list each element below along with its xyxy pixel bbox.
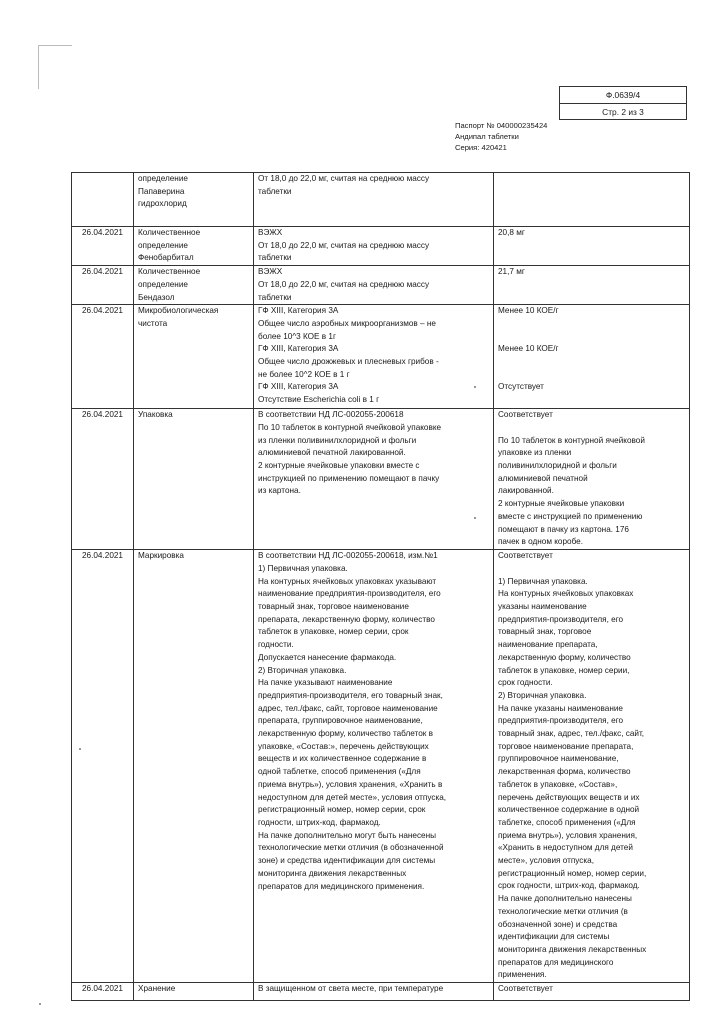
date-cell: 26.04.2021 (72, 983, 134, 1001)
result-line: таблетке, способ применения («Для (498, 817, 636, 827)
result-line: 1) Первичная упаковка. (498, 576, 588, 586)
requirement-line: В защищенном от света месте, при температуре (258, 984, 444, 994)
passport-header (455, 120, 547, 153)
requirement-line: предприятия-производителя, его товарный знак, (258, 690, 443, 700)
result-cell (494, 409, 690, 550)
result-line: применения. (498, 970, 547, 980)
requirement-line: препарата, группировочное наименование, (258, 716, 423, 726)
result-line: пачек в одном коробе. (498, 537, 583, 547)
result-line: месте», условия отпуска, (498, 856, 594, 866)
result-line: таблеток в упаковке, номер серии, (498, 665, 630, 675)
scan-speck (39, 1003, 41, 1005)
test-name-cell: Количественное определение Бендазол (134, 266, 254, 305)
result-line: срок годности. (498, 678, 553, 688)
form-code-box (559, 86, 687, 120)
test-name-cell: Количественное определение Фенобарбитал (134, 227, 254, 266)
requirement-line: недоступном для детей месте», условия отпуска, (258, 792, 447, 802)
requirement-line: технологические метки отличия (в обозначенной (258, 843, 444, 853)
result-line: 2 контурные ячейковые упаковки (498, 499, 625, 509)
requirement-line: товарный знак, торговое наименование (258, 602, 409, 612)
result-line: поливинилхлоридной и фольги (498, 461, 617, 471)
result-line: По 10 таблеток в контурной ячейковой (498, 435, 645, 445)
table-row (72, 227, 690, 266)
result-line: Соответствует (498, 984, 553, 994)
scan-corner-mark (38, 45, 39, 89)
result-line: предприятия-производителя, его (498, 614, 624, 624)
result-line: предприятия-производителя, его (498, 716, 624, 726)
passport-number: Паспорт № 040000235424 (455, 121, 548, 130)
requirement-line: 1) Первичная упаковка. (258, 563, 348, 573)
test-name-cell: Упаковка (134, 409, 254, 550)
blank-line (498, 563, 685, 576)
blank-line (498, 356, 685, 369)
date-cell: 26.04.2021 (72, 550, 134, 983)
result-cell (494, 227, 690, 266)
result-line: Соответствует (498, 410, 553, 420)
result-line: На пачке указаны наименование (498, 703, 623, 713)
requirement-line: По 10 таблеток в контурной ячейковой упаковке (258, 422, 442, 432)
requirement-line: более 10^3 КОЕ в 1г (258, 331, 336, 341)
result-cell (494, 305, 690, 409)
requirement-line: На пачке дополнительно могут быть нанесены (258, 830, 437, 840)
table-row (72, 173, 690, 227)
scan-speck (474, 386, 476, 388)
requirement-line: регистрационный номер, номер серии, срок (258, 805, 426, 815)
result-line: На пачке дополнительно нанесены (498, 894, 632, 904)
requirement-line: мониторинга движения лекарственных (258, 868, 407, 878)
requirement-line: зоне) и средства идентификации для системы (258, 856, 436, 866)
requirement-line: таблеток в упаковке, номер серии, срок (258, 627, 409, 637)
result-line: 21,7 мг (498, 267, 525, 277)
date-cell (72, 173, 134, 227)
requirement-cell (254, 266, 494, 305)
result-line: перечень действующих веществ и их (498, 792, 640, 802)
result-line: идентификации для системы (498, 932, 610, 942)
requirement-line: из пленки поливинилхлоридной и фольги (258, 435, 417, 445)
requirement-line: Допускается нанесение фармакода. (258, 652, 397, 662)
blank-line (498, 318, 685, 331)
result-line: вместе с инструкцией по применению (498, 511, 643, 521)
product-name: Андипал таблетки (455, 132, 519, 141)
scan-speck (474, 517, 476, 519)
result-line: лекарственная форма, количество (498, 767, 631, 777)
requirement-line: адрес, тел./факс, сайт, торговое наименование (258, 703, 438, 713)
requirement-line: Отсутствие Escherichia coli в 1 г (258, 395, 380, 405)
result-line: алюминиевой печатной (498, 473, 588, 483)
result-line: товарный знак, адрес, тел./факс, сайт, (498, 729, 645, 739)
requirement-line: ГФ XIII, Категория 3А (258, 306, 339, 316)
requirement-line: таблетки (258, 253, 292, 263)
result-line: «Хранить в недоступном для детей (498, 843, 633, 853)
requirement-cell (254, 305, 494, 409)
result-line: обозначенной зоне) и средства (498, 919, 618, 929)
table-row (72, 305, 690, 409)
test-name-cell: Микробиологическая чистота (134, 305, 254, 409)
requirement-line: В соответствии НД ЛС-002055-200618 (258, 410, 404, 420)
test-name-cell: Маркировка (134, 550, 254, 983)
result-line: количественное содержание в одной (498, 805, 640, 815)
result-line: товарный знак, торговое (498, 627, 592, 637)
table-row (72, 409, 690, 550)
requirement-line: От 18,0 до 22,0 мг, считая на среднюю массу (258, 240, 430, 250)
date-cell: 26.04.2021 (72, 409, 134, 550)
requirement-line: таблетки (258, 292, 292, 302)
table-row (72, 983, 690, 1001)
requirement-line: препарата, лекарственную форму, количество (258, 614, 435, 624)
result-line: наименование препарата, (498, 640, 598, 650)
result-line: Менее 10 КОЕ/г (498, 306, 559, 316)
result-line: На контурных ячейковых упаковках (498, 589, 634, 599)
requirement-line: упаковке, «Состав:», перечень действующих (258, 741, 429, 751)
result-line: Соответствует (498, 551, 553, 561)
result-cell (494, 983, 690, 1001)
result-line: срок годности, штрих-код, фармакод. (498, 881, 640, 891)
requirement-line: 2 контурные ячейковые упаковки вместе с (258, 461, 420, 471)
requirement-line: препаратов для медицинского применения. (258, 881, 425, 891)
result-line: 20,8 мг (498, 228, 525, 237)
result-line: 2) Вторичная упаковка. (498, 690, 587, 700)
form-code: Ф.0639/4 (605, 90, 641, 100)
requirement-line: одной таблетке, способ применения («Для (258, 767, 421, 777)
result-line: лакированной. (498, 486, 554, 496)
result-line: лекарственную форму, количество (498, 652, 631, 662)
requirement-cell (254, 227, 494, 266)
requirement-line: ГФ XIII, Категория 3А (258, 344, 339, 354)
requirement-line: В соответствии НД ЛС-002055-200618, изм.№1 (258, 551, 438, 561)
result-line: приема внутрь»), условия хранения, (498, 830, 638, 840)
requirement-line: Общее число дрожжевых и плесневых грибов - (258, 357, 439, 367)
table-row (72, 550, 690, 983)
result-cell (494, 173, 690, 227)
result-line: таблеток в упаковке, «Состав», (498, 779, 618, 789)
blank-line (498, 331, 685, 344)
requirement-line: наименование предприятия-производителя, его (258, 589, 441, 599)
result-line: торговое наименование препарата, (498, 741, 634, 751)
requirement-line: ВЭЖХ (258, 267, 283, 277)
result-cell (494, 550, 690, 983)
requirement-line: годности, штрих-код, фармакод. (258, 817, 381, 827)
result-line: мониторинга движения лекарственных (498, 945, 647, 954)
scan-corner-mark (38, 45, 72, 46)
requirement-cell (254, 409, 494, 550)
requirement-line: ГФ XIII, Категория 3А (258, 382, 339, 392)
result-line: помещают в пачку из картона. 176 (498, 524, 629, 534)
requirement-line: На контурных ячейковых упаковках указывают (258, 576, 437, 586)
requirement-line: От 18,0 до 22,0 мг, считая на среднюю массу (258, 279, 430, 289)
result-line: регистрационный номер, номер серии, (498, 868, 647, 878)
result-line: указаны наименование (498, 602, 587, 612)
requirement-cell (254, 983, 494, 1001)
result-line: упаковке из пленки (498, 448, 572, 458)
date-cell: 26.04.2021 (72, 305, 134, 409)
requirement-line: 2) Вторичная упаковка. (258, 665, 347, 675)
requirement-line: не более 10^2 КОЕ в 1 г (258, 369, 350, 379)
requirement-line: От 18,0 до 22,0 мг, считая на среднюю массу (258, 174, 430, 183)
blank-line (498, 422, 685, 435)
requirement-line: веществ и их количественное содержание в (258, 754, 427, 764)
test-name-cell: определение Папаверина гидрохлорид (134, 173, 254, 227)
result-line: Менее 10 КОЕ/г (498, 344, 559, 354)
requirement-line: ВЭЖХ (258, 228, 283, 237)
result-line: Отсутствует (498, 382, 544, 392)
table-row (72, 266, 690, 305)
page-number: Стр. 2 из 3 (560, 103, 686, 120)
requirement-line: инструкцией по применению помещают в пачку (258, 473, 440, 483)
requirement-line: приема внутрь»), условия хранения, «Хранить в (258, 779, 443, 789)
requirement-line: лекарственную форму, количество таблеток в (258, 729, 433, 739)
requirement-cell (254, 173, 494, 227)
requirement-line: таблетки (258, 186, 292, 196)
requirement-line: Общее число аэробных микроорганизмов – не (258, 318, 436, 328)
requirement-line: годности. (258, 640, 294, 650)
requirement-cell (254, 550, 494, 983)
series-number: Серия: 420421 (455, 143, 507, 152)
requirement-line: алюминиевой печатной лакированной. (258, 448, 406, 458)
result-cell (494, 266, 690, 305)
result-line: группировочное наименование, (498, 754, 619, 764)
test-name-cell: Хранение (134, 983, 254, 1001)
date-cell: 26.04.2021 (72, 227, 134, 266)
analysis-results-table (71, 172, 690, 1001)
requirement-line: На пачке указывают наименование (258, 678, 393, 688)
requirement-line: из картона. (258, 486, 301, 496)
scan-speck (79, 748, 81, 750)
blank-line (498, 369, 685, 382)
result-line: технологические метки отличия (в (498, 906, 628, 916)
result-line: препаратов для медицинского (498, 957, 614, 967)
date-cell: 26.04.2021 (72, 266, 134, 305)
